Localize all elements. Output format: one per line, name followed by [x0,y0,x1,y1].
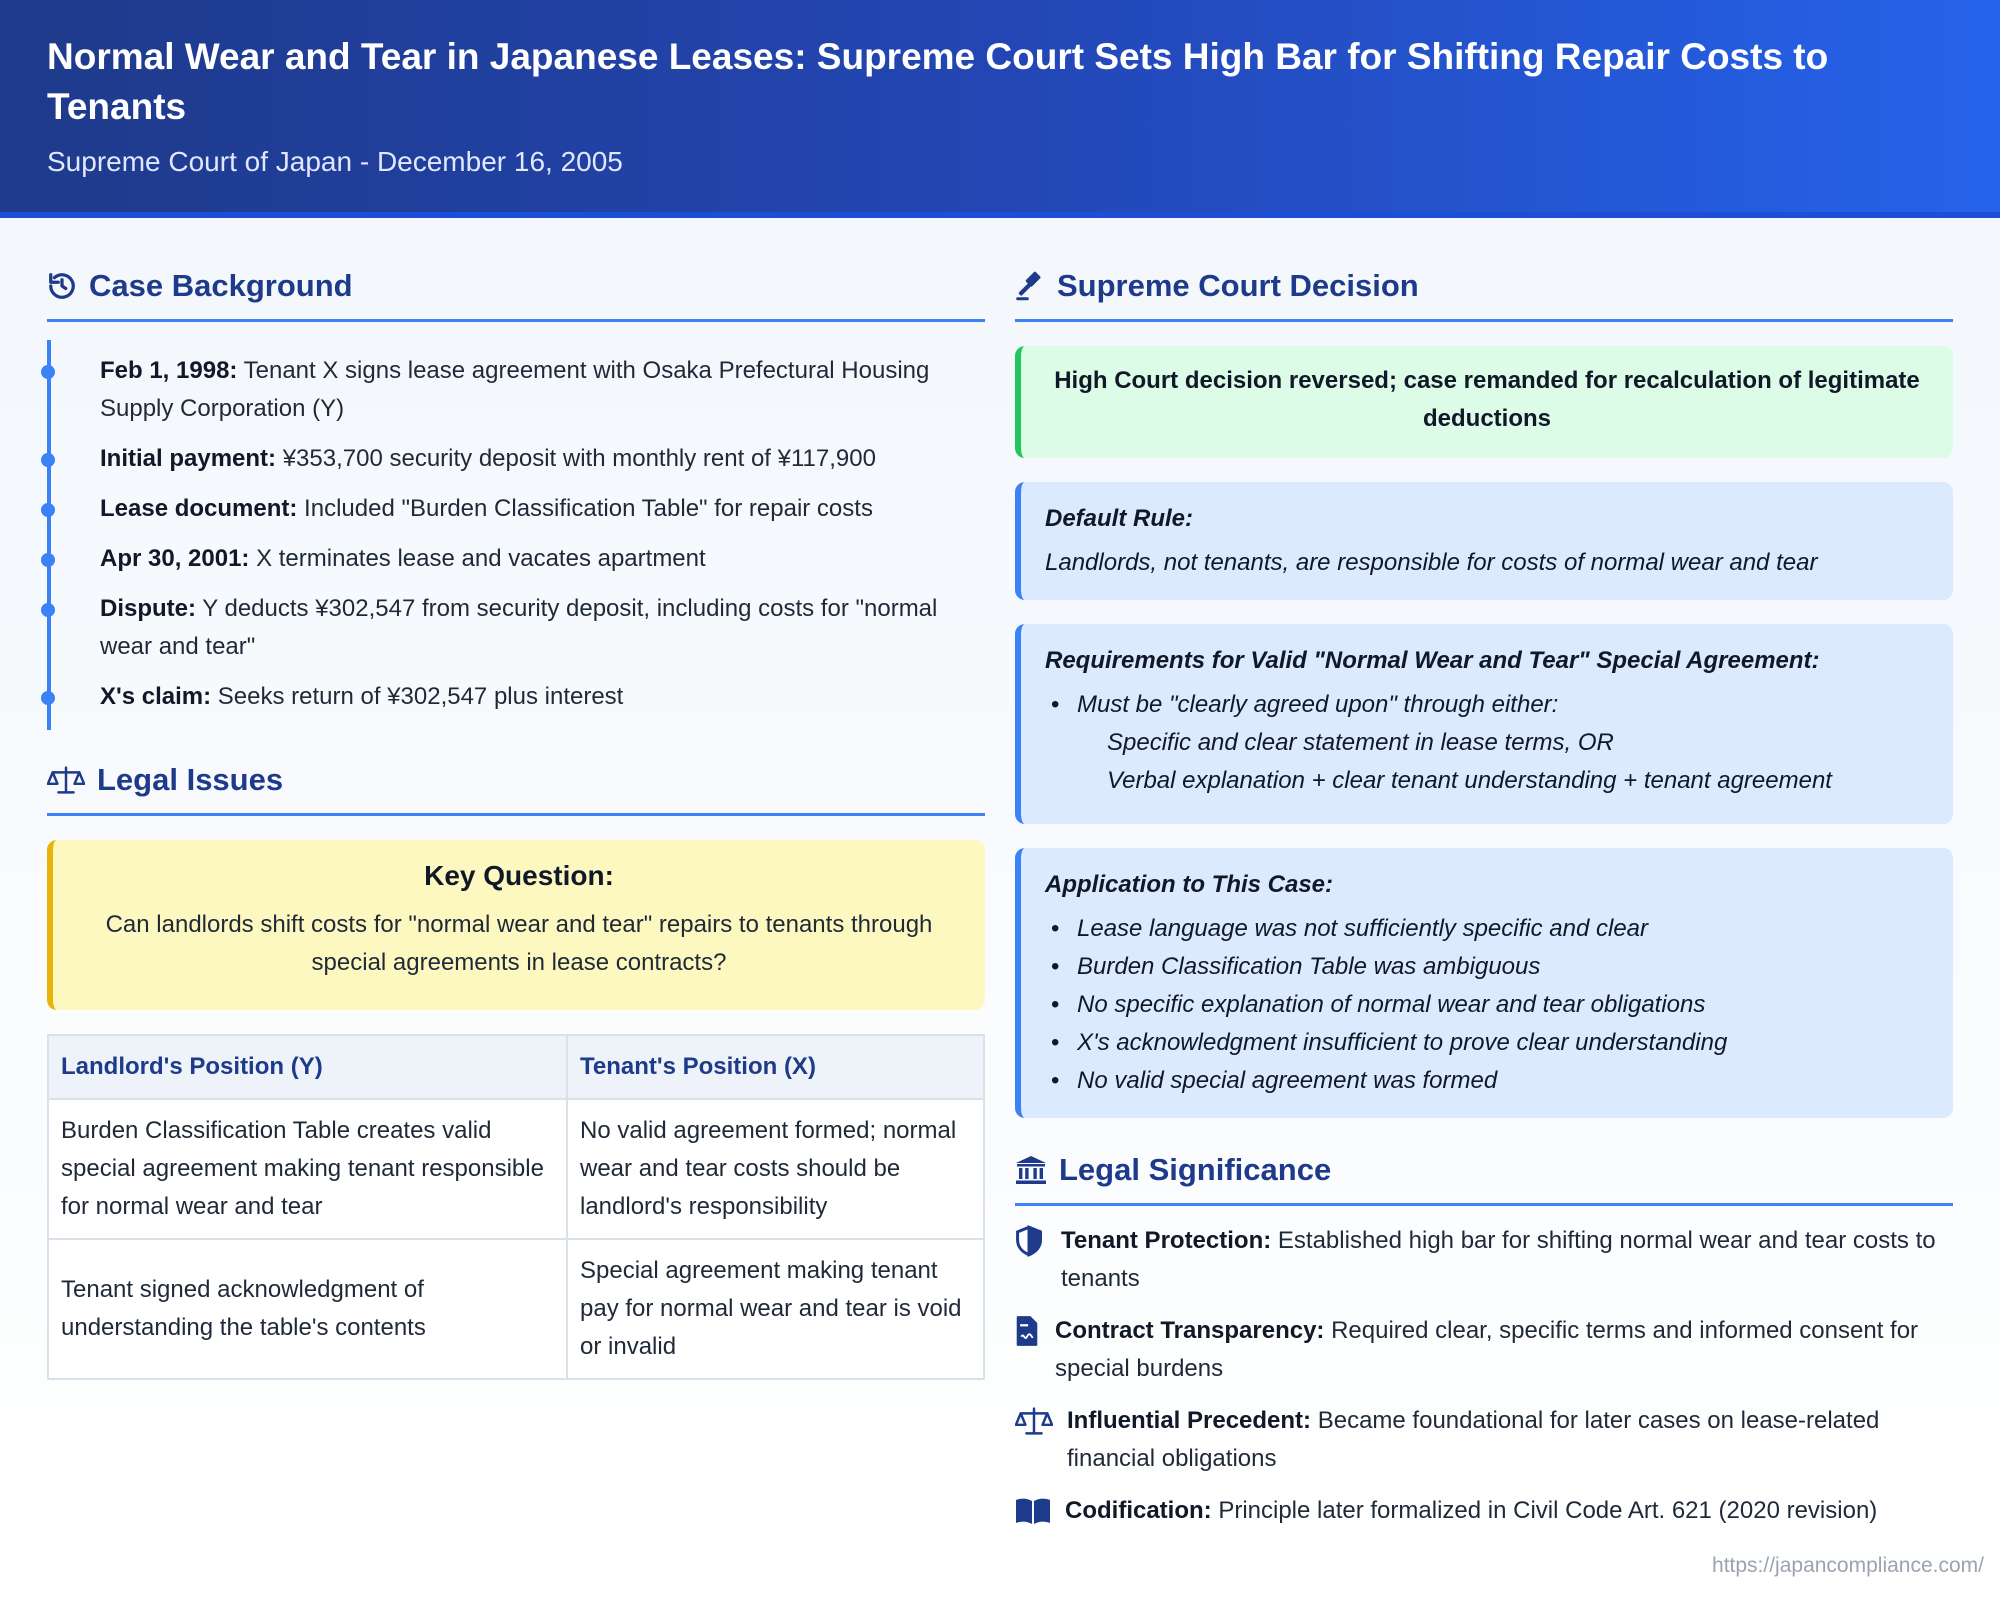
list-item: • X's acknowledgment insufficient to prove clear understanding [1045,1024,1929,1062]
list-item: • No valid special agreement was formed [1045,1062,1929,1100]
significance-item [1015,1402,1953,1478]
list-item: • Must be "clearly agreed upon" through either: [1045,686,1929,724]
list-item: • No specific explanation of normal wear and tear obligations [1045,986,1929,1024]
application-box [1015,848,1953,1118]
timeline-label: Feb 1, 1998: [100,357,238,384]
key-question-box [47,840,985,1010]
timeline-text: Included "Burden Classification Table" for repair costs [297,495,873,522]
gavel-icon [1015,271,1045,301]
timeline-item [51,490,985,528]
table-cell: Tenant signed acknowledgment of understanding the table's contents [48,1239,567,1379]
significance-item [1015,1492,1953,1530]
page-header [0,0,2000,218]
significance-label: Codification: [1065,1497,1212,1524]
requirements-box [1015,624,1953,824]
legal-issues-heading [47,760,985,816]
timeline-label: X's claim: [100,683,212,710]
contract-icon [1015,1315,1039,1347]
significance-label: Influential Precedent: [1067,1407,1312,1434]
timeline-text: ¥353,700 security deposit with monthly rent of ¥117,900 [276,445,876,472]
timeline-label: Initial payment: [100,445,277,472]
timeline-item [51,352,985,428]
courthouse-icon [1015,1155,1047,1185]
page-subtitle: Supreme Court of Japan - December 16, 2005 [47,146,623,177]
significance-title: Legal Significance [1059,1151,1332,1187]
table-cell: No valid agreement formed; normal wear and tear costs should be landlord's responsibility [567,1099,984,1239]
table-header-row [48,1035,984,1099]
significance-text: Established high bar for shifting normal wear and tear costs to tenants [1061,1227,1936,1292]
significance-item [1015,1312,1953,1388]
timeline-item [51,678,985,716]
left-column [47,266,985,1380]
key-question-text: Can landlords shift costs for "normal wear and tear" repairs to tenants through special agreements in lease contracts? [105,911,933,976]
table-cell: Special agreement making tenant pay for normal wear and tear is void or invalid [567,1239,984,1379]
application-list [1045,910,1929,1100]
table-row [48,1239,984,1379]
significance-list [1015,1222,1953,1530]
significance-label: Tenant Protection: [1061,1227,1272,1254]
requirements-title: Requirements for Valid "Normal Wear and Tear" Special Agreement: [1045,647,1820,674]
significance-label: Contract Transparency: [1055,1317,1325,1344]
case-background-title: Case Background [89,267,353,303]
shield-icon [1015,1225,1043,1257]
significance-item [1015,1222,1953,1298]
table-cell: Burden Classification Table creates valid special agreement making tenant responsible for normal wear and tear [48,1099,567,1239]
decision-heading [1015,266,1953,322]
timeline-label: Lease document: [100,495,298,522]
landlord-position-header: Landlord's Position (Y) [48,1035,567,1099]
significance-heading [1015,1150,1953,1206]
default-rule-box [1015,482,1953,600]
significance-text: Principle later formalized in Civil Code Art. 621 (2020 revision) [1211,1497,1878,1524]
timeline-item [51,440,985,478]
positions-table [47,1034,985,1380]
table-row [48,1099,984,1239]
significance-text: Required clear, specific terms and informed consent for special burdens [1055,1317,1919,1382]
scales-icon [1015,1405,1053,1437]
book-icon [1015,1497,1051,1525]
footer-url[interactable]: https://japancompliance.com/ [1712,1554,1984,1577]
page-title: Normal Wear and Tear in Japanese Leases: Supreme Court Sets High Bar for Shifting Repair Costs to Tenants [47,36,1829,127]
list-item: • Lease language was not sufficiently specific and clear [1045,910,1929,948]
timeline-text: Seeks return of ¥302,547 plus interest [211,683,624,710]
scales-icon [47,764,85,796]
timeline-text: Y deducts ¥302,547 from security deposit, including costs for "normal wear and tear" [100,595,938,660]
key-question-title: Key Question: [424,860,614,891]
timeline-label: Dispute: [100,595,196,622]
timeline-item [51,590,985,666]
list-item: • Burden Classification Table was ambiguous [1045,948,1929,986]
requirement-option: Verbal explanation + clear tenant understanding + tenant agreement [1107,767,1832,794]
main-content [0,218,2000,1608]
timeline-text: X terminates lease and vacates apartment [249,545,706,572]
right-column [1015,266,1953,1544]
case-background-heading [47,266,985,322]
requirement-option: Specific and clear statement in lease terms, OR [1107,729,1614,756]
decision-outcome-box: High Court decision reversed; case remanded for recalculation of legitimate deductions [1015,346,1953,458]
timeline-item [51,540,985,578]
history-icon [47,271,77,301]
timeline-label: Apr 30, 2001: [100,545,250,572]
case-timeline [47,340,985,730]
timeline-text: Tenant X signs lease agreement with Osaka Prefectural Housing Supply Corporation (Y) [100,357,930,422]
default-rule-title: Default Rule: [1045,505,1194,532]
tenant-position-header: Tenant's Position (X) [567,1035,984,1099]
application-title: Application to This Case: [1045,871,1334,898]
default-rule-text: Landlords, not tenants, are responsible for costs of normal wear and tear [1045,549,1818,576]
legal-issues-title: Legal Issues [97,761,284,797]
requirements-list [1045,686,1929,724]
decision-title: Supreme Court Decision [1057,267,1419,303]
significance-text: Became foundational for later cases on lease-related financial obligations [1067,1407,1880,1472]
